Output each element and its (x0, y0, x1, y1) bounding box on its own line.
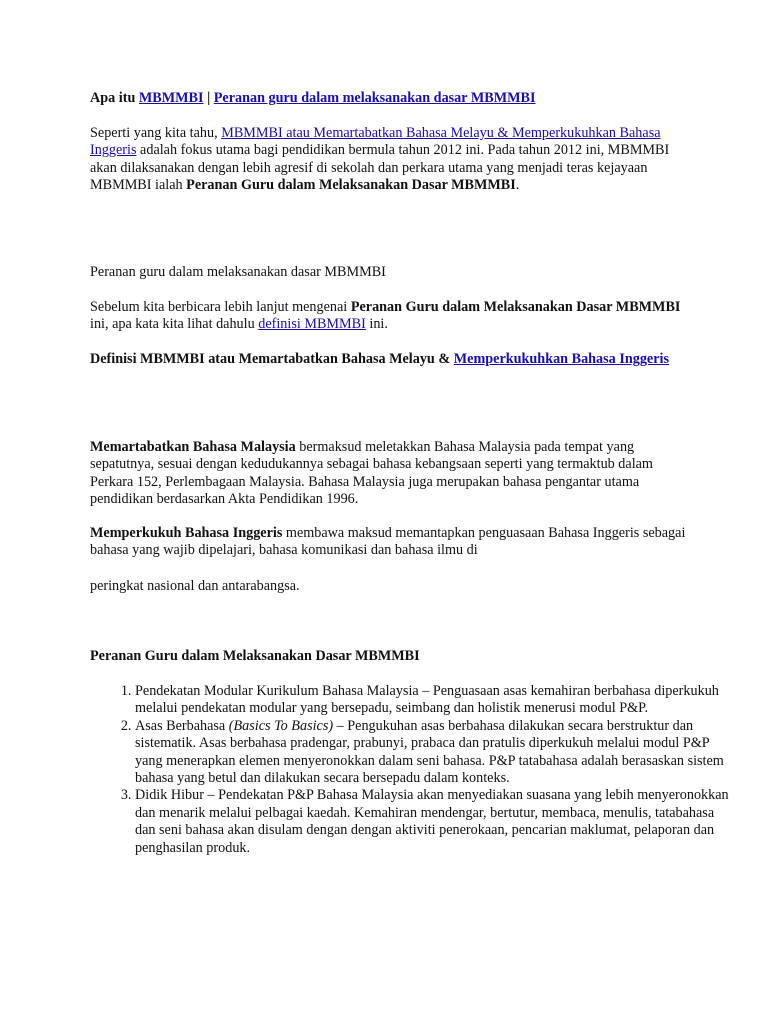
para-malaysia (90, 439, 690, 509)
mbmmbi-definition-link[interactable]: MBMMBI atau Memartabatkan Bahasa Melayu & Memperkukuhkan Bahasa Inggeris (90, 125, 661, 159)
list-item (135, 787, 735, 857)
para-inggeris (90, 525, 690, 560)
para-malaysia-bold: Memartabatkan Bahasa Malaysia (90, 439, 296, 455)
subheading-plain: Peranan guru dalam melaksanakan dasar MBMMBI (90, 264, 386, 280)
para-inggeris-text: membawa maksud memantapkan penguasaan Bahasa Inggeris sebagai bahasa yang wajib dipelajari, bahasa komunikasi dan bahasa ilmu di (90, 525, 686, 559)
title-separator: | (203, 90, 214, 106)
intro-bold: Peranan Guru dalam Melaksanakan Dasar MBMMBI (186, 177, 516, 194)
memperkukuhkan-link[interactable]: Memperkukuhkan Bahasa Inggeris (453, 351, 669, 367)
para-inggeris-bold: Memperkukuh Bahasa Inggeris (90, 525, 283, 541)
para-malaysia-text: bermaksud meletakkan Bahasa Malaysia pada tempat yang sepatutnya, sesuai dengan kedudukannya sebagai bahasa kebangsaan seperti yang termaktub dalam Perkara 152, Perlembagaan Malaysia. Bahasa Malaysia juga merupakan bahasa pengantar utama pendidikan berdasarkan Akta Pendidikan 1996. (90, 439, 653, 508)
before-paragraph (90, 299, 690, 334)
intro-text-2: adalah fokus utama bagi pendidikan bermula tahun 2012 ini. Pada tahun 2012 ini, MBMMBI akan dilaksanakan dengan lebih agresif di sekolah dan perkara utama yang menjadi teras kejayaan MBMMBI ialah (90, 142, 670, 194)
list-item-text: Asas Berbahasa (135, 717, 229, 734)
definition-heading (90, 351, 690, 368)
list-heading (90, 648, 690, 665)
para-continuation: peringkat nasional dan antarabangsa. (90, 578, 300, 594)
title-prefix: Apa itu (90, 90, 139, 106)
definition-heading-bold: Definisi MBMMBI atau Memartabatkan Bahasa Melayu & (90, 351, 454, 367)
mbmmbi-link[interactable]: MBMMBI (138, 90, 204, 106)
list-item (135, 683, 735, 718)
list-item-text: Pendekatan Modular Kurikulum Bahasa Malaysia – Penguasaan asas kemahiran berbahasa diperkukuh melalui pendekatan modular yang bersepadu, seimbang dan holistik menerusi modul P&P. (135, 683, 719, 717)
before-text-2: ini, apa kata kita lihat dahulu (90, 316, 259, 333)
list-item-italic: (Basics To Basics) (228, 717, 334, 734)
intro-text-1: Seperti yang kita tahu, (90, 125, 222, 141)
list-item (135, 718, 735, 788)
list-item-text: Didik Hibur – Pendekatan P&P Bahasa Malaysia akan menyediakan suasana yang lebih menyeronokkan dan menarik melalui pelbagai kaedah. Kemahiran mendengar, bertutur, membaca, menulis, tatabahasa dan seni bahasa akan disulam dengan dengan aktiviti penerokaan, pencarian maklumat, pelaporan dan penghasilan produk. (135, 787, 729, 856)
title-line (90, 90, 690, 107)
before-text-1: Sebelum kita berbicara lebih lanjut mengenai (90, 299, 351, 315)
before-bold: Peranan Guru dalam Melaksanakan Dasar MBMMBI (350, 299, 681, 315)
peranan-guru-link[interactable]: Peranan guru dalam melaksanakan dasar MBMMBI (213, 90, 536, 106)
definisi-mbmmbi-link[interactable]: definisi MBMMBI (258, 316, 366, 333)
list-heading-text: Peranan Guru dalam Melaksanakan Dasar MBMMBI (90, 648, 420, 664)
roles-list (90, 683, 735, 857)
intro-text-3: . (515, 177, 520, 194)
before-text-3: ini. (365, 316, 388, 333)
intro-paragraph (90, 125, 690, 195)
list-item-text: – Pengukuhan asas berbahasa dilakukan secara berstruktur dan sistematik. Asas berbahasa pradengar, prabunyi, prabaca dan pratulis diperkukuh melalui modul P&P yang menerapkan elemen menyeronokkan dalam seni bahasa. P&P tatabahasa adalah berasaskan sistem bahasa yang betul dan dilakukan secara bersepadu dalam konteks. (135, 717, 724, 787)
